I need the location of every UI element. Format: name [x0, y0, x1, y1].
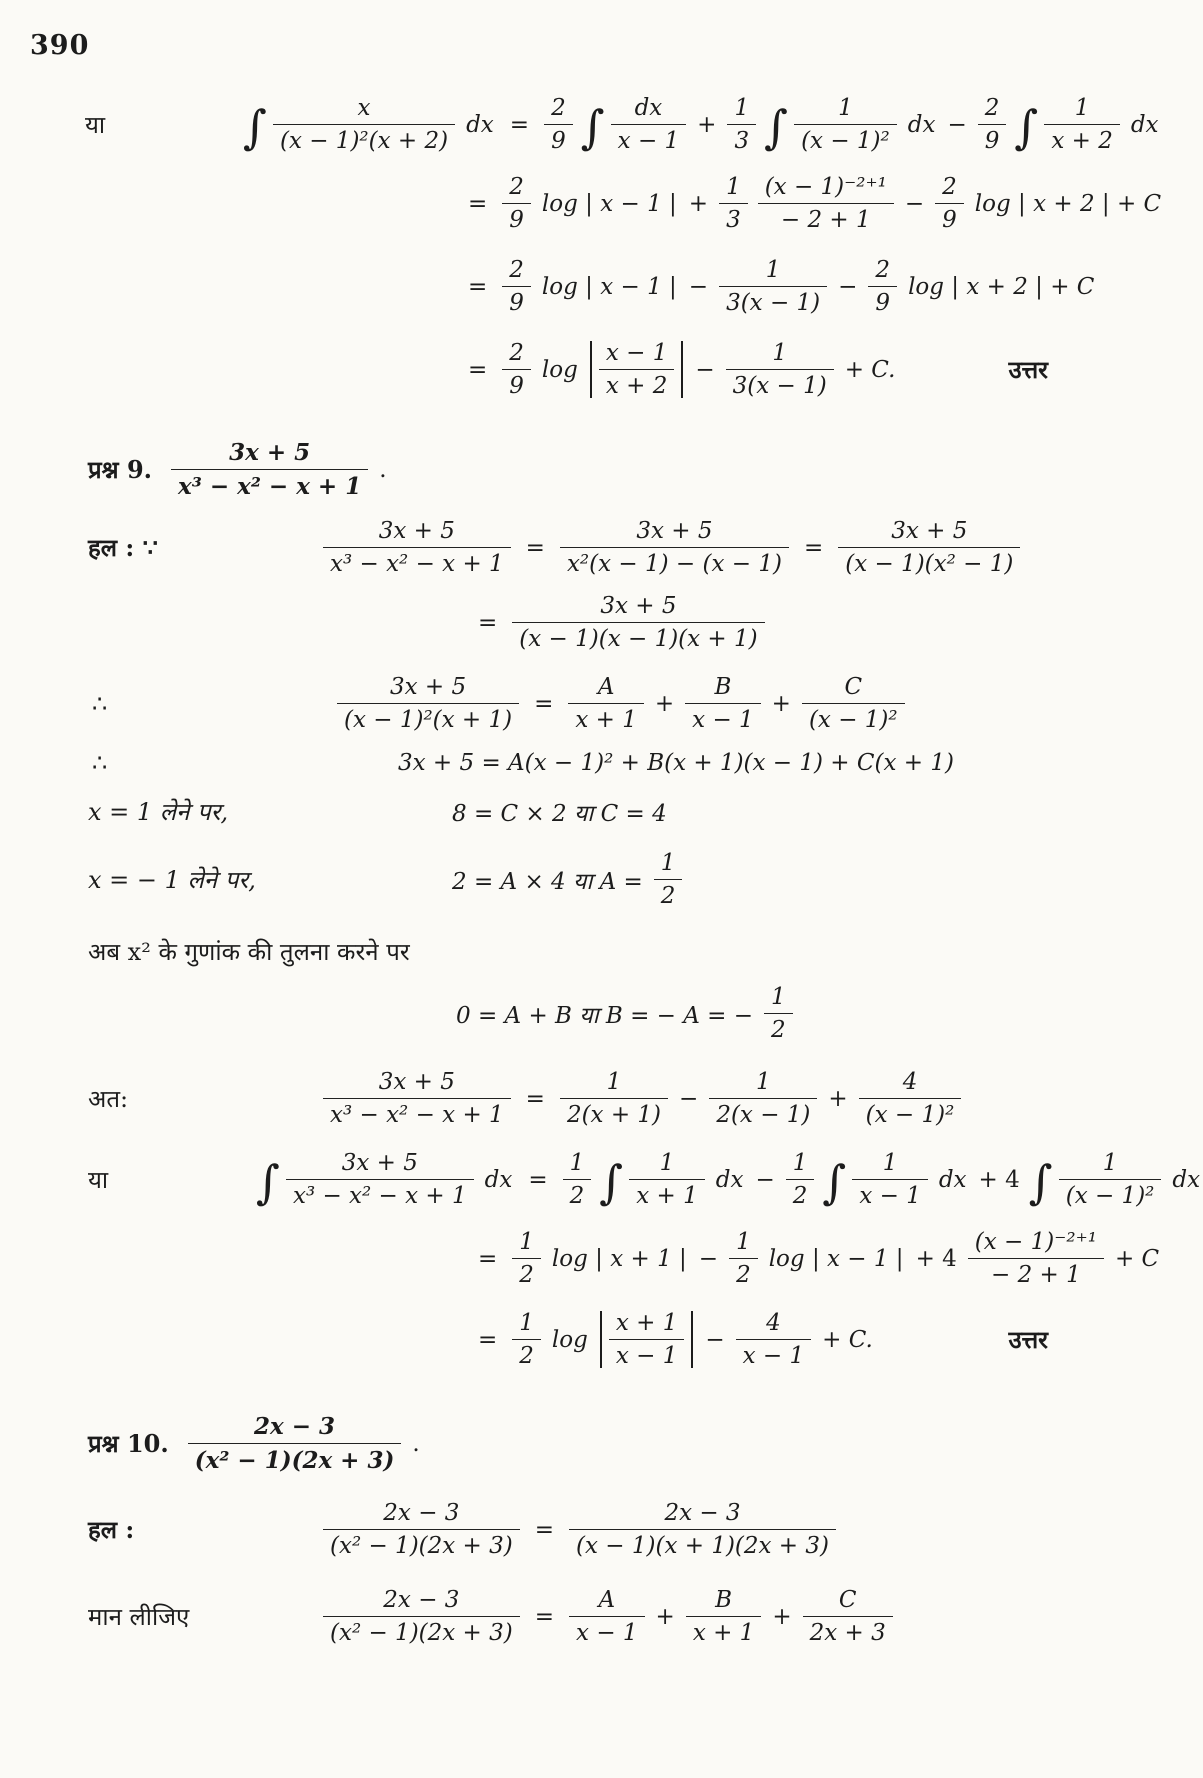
denominator: 3(x − 1) — [726, 290, 821, 316]
denominator: 9 — [551, 128, 566, 154]
denominator: x − 1 — [859, 1183, 921, 1209]
page-number: 390 — [30, 30, 90, 61]
numerator: 1 — [512, 1310, 541, 1340]
denominator: 2(x − 1) — [716, 1102, 811, 1128]
equals-sign: = — [534, 1516, 555, 1543]
fraction — [758, 174, 894, 233]
equals-sign: = — [534, 690, 554, 717]
denominator: (x − 1)² — [865, 1102, 955, 1128]
numerator: B — [686, 1587, 762, 1617]
numerator: 2x − 3 — [323, 1500, 520, 1530]
row-label-or: या — [88, 1166, 109, 1194]
fraction — [736, 1310, 812, 1369]
abs-bar — [600, 1311, 602, 1368]
denominator: − 2 + 1 — [990, 1262, 1081, 1288]
fraction — [629, 1150, 705, 1209]
denominator: x − 1 — [742, 1343, 805, 1369]
denominator: x³ − x² − x + 1 — [292, 1183, 467, 1209]
numerator: x − 1 — [599, 340, 675, 370]
denominator: 2 — [792, 1183, 808, 1209]
minus-sign: − — [838, 273, 858, 300]
math-text: dx — [938, 1166, 967, 1193]
numerator: 1 — [1044, 95, 1120, 125]
numerator: 1 — [729, 1229, 758, 1259]
denominator: 2 — [569, 1183, 585, 1209]
fraction — [709, 1069, 817, 1128]
fraction — [323, 1500, 520, 1559]
condition-text: x = − 1 लेने पर, — [88, 866, 256, 894]
numerator: 1 — [764, 984, 793, 1014]
denominator: 2x + 3 — [809, 1620, 886, 1646]
math-text: log — [541, 356, 578, 383]
minus-sign: − — [755, 1166, 775, 1193]
fraction — [502, 257, 531, 316]
minus-sign: − — [679, 1085, 699, 1112]
math-text: 3x + 5 = A(x − 1)² + B(x + 1)(x − 1) + C(x + 1) — [398, 750, 954, 776]
fraction — [868, 257, 897, 316]
numerator: 1 — [719, 257, 827, 287]
denominator: (x − 1)² — [808, 707, 898, 733]
fraction — [323, 1069, 511, 1128]
math-text: . — [379, 456, 387, 483]
denominator: 2 — [519, 1343, 534, 1369]
math-text: 0 = A + B या B = − A = − — [456, 1002, 754, 1029]
denominator: 9 — [509, 373, 524, 399]
denominator: x − 1 — [615, 1343, 678, 1369]
fraction — [803, 1587, 893, 1646]
fraction — [685, 674, 761, 733]
math-text: log | x + 2 | + C — [974, 190, 1162, 217]
abs-bar — [691, 1311, 693, 1368]
fraction — [727, 95, 756, 154]
numerator: 1 — [794, 95, 897, 125]
fraction — [729, 1229, 758, 1288]
denominator: x + 2 — [605, 373, 668, 399]
identity-line — [30, 749, 1173, 777]
denominator: x − 1 — [576, 1620, 638, 1646]
equals-sign: = — [478, 609, 498, 636]
fraction — [802, 674, 905, 733]
math-text: dx — [466, 111, 494, 138]
fraction — [560, 1069, 668, 1128]
equation-line-2 — [30, 174, 1173, 233]
denominator: 9 — [875, 290, 891, 316]
numerator: x + 1 — [609, 1310, 685, 1340]
denominator: − 2 + 1 — [780, 207, 871, 233]
numerator: 1 — [727, 95, 756, 125]
denominator: 2(x + 1) — [566, 1102, 662, 1128]
math-text: log | x − 1 | — [768, 1245, 904, 1272]
numerator: 4 — [736, 1310, 812, 1340]
minus-sign: − — [947, 111, 967, 138]
numerator: 3x + 5 — [512, 593, 764, 623]
fraction — [719, 257, 827, 316]
minus-sign: − — [904, 190, 925, 217]
fraction — [1044, 95, 1120, 154]
fraction — [502, 340, 531, 399]
equals-sign: = — [478, 1326, 498, 1353]
math-text: log | x + 2 | + C — [908, 273, 1095, 300]
denominator: (x − 1)(x − 1)(x + 1) — [519, 626, 758, 652]
math-text: log | x + 1 | — [551, 1245, 687, 1272]
row-label-solution: हल : — [88, 1515, 135, 1544]
denominator: (x − 1)(x + 1)(2x + 3) — [576, 1533, 829, 1559]
answer-label: उत्तर — [1008, 1325, 1048, 1354]
fraction — [502, 174, 531, 233]
denominator: x²(x − 1) − (x − 1) — [566, 551, 782, 577]
numerator: dx — [611, 95, 687, 125]
fraction — [859, 1069, 962, 1128]
equals-sign: = — [478, 1245, 498, 1272]
denominator: (x − 1)²(x + 1) — [344, 707, 513, 733]
denominator: (x² − 1)(2x + 3) — [194, 1447, 395, 1474]
math-text: dx — [1130, 111, 1159, 138]
row-label-suppose: मान लीजिए — [88, 1603, 190, 1631]
condition-text: x = 1 लेने पर, — [88, 798, 229, 826]
statement-text: अब x² के गुणांक की तुलना करने पर — [88, 938, 410, 966]
equals-sign: = — [468, 356, 488, 383]
suppose-line — [30, 1587, 1173, 1646]
fraction — [786, 1150, 815, 1209]
denominator: 9 — [509, 290, 524, 316]
denominator: x + 1 — [692, 1620, 755, 1646]
x-equals-minus-1-line — [30, 850, 1173, 909]
fraction — [852, 1150, 928, 1209]
hence-line — [30, 1069, 1173, 1128]
math-text: 2 = A × 4 या A = — [452, 868, 643, 895]
numerator: A — [569, 1587, 645, 1617]
denominator: 9 — [509, 207, 524, 233]
fraction — [764, 984, 793, 1043]
numerator: 2 — [868, 257, 897, 287]
fraction — [563, 1150, 592, 1209]
plus-sign: + — [771, 690, 791, 717]
numerator: B — [685, 674, 761, 704]
compare-coefficients-line — [30, 935, 1173, 968]
numerator: 1 — [1059, 1150, 1162, 1180]
fraction — [512, 1310, 541, 1369]
numerator: 1 — [726, 340, 834, 370]
numerator: 3x + 5 — [337, 674, 519, 704]
integral-line: या ∫ $\frac{3x + 5}{\text{x³ − x² − x + 1}}$ dx = $\frac{1}{2}$ ∫ $\frac{1}{x + 1}$ dx − $\frac{1}{2}$ ∫ $\frac{1}{x - 1}$ dx + 4 ∫ $\frac{1}{\text{(x − 1)²}}$ dx — [88, 1150, 1201, 1209]
fraction — [686, 1587, 762, 1646]
denominator: (x − 1)² — [801, 128, 890, 154]
fraction — [273, 95, 455, 154]
question-9 — [30, 439, 1173, 500]
numerator: 1 — [563, 1150, 592, 1180]
minus-sign: − — [688, 273, 709, 300]
denominator: x + 2 — [1051, 128, 1113, 154]
fraction — [188, 1413, 402, 1474]
fraction — [568, 674, 644, 733]
denominator: 3(x − 1) — [732, 373, 827, 399]
row-label-or: या — [85, 111, 106, 139]
numerator: 3x + 5 — [171, 439, 368, 470]
math-text: + 4 — [915, 1245, 957, 1272]
minus-sign: − — [705, 1326, 725, 1353]
fraction — [794, 95, 897, 154]
numerator: 2 — [544, 95, 573, 125]
absolute-value-group — [598, 1310, 696, 1369]
numerator: x — [273, 95, 455, 125]
numerator: 1 — [654, 850, 683, 880]
numerator: 2 — [502, 174, 531, 204]
math-text: log | x − 1 | — [541, 190, 677, 217]
math-text: + C. — [844, 356, 896, 383]
numerator: 2 — [935, 174, 964, 204]
plus-sign: + — [772, 1603, 792, 1630]
math-text: dx — [907, 111, 936, 138]
denominator: x³ − x² − x + 1 — [178, 473, 362, 500]
fraction — [512, 593, 764, 652]
math-text: log — [551, 1326, 588, 1353]
fraction — [838, 518, 1020, 577]
denominator: 9 — [942, 207, 957, 233]
numerator: A — [568, 674, 644, 704]
numerator: C — [803, 1587, 893, 1617]
numerator: 1 — [512, 1229, 541, 1259]
numerator: 3x + 5 — [838, 518, 1020, 548]
fraction — [569, 1500, 836, 1559]
fraction — [323, 518, 511, 577]
plus-sign: + — [697, 111, 717, 138]
minus-sign: − — [695, 356, 715, 383]
question-10 — [30, 1413, 1173, 1474]
fraction — [935, 174, 964, 233]
abs-bar — [590, 341, 592, 398]
fraction — [323, 1587, 520, 1646]
numerator: 2x − 3 — [188, 1413, 402, 1444]
row-label-hence: अत: — [88, 1085, 129, 1113]
fraction — [611, 95, 687, 154]
math-text: + C — [1114, 1245, 1160, 1272]
math-text: 8 = C × 2 या C = 4 — [452, 800, 667, 827]
math-text: log | x − 1 | — [541, 273, 677, 300]
fraction — [599, 340, 675, 399]
fraction — [654, 850, 683, 909]
math-text: + C. — [822, 1326, 873, 1353]
answer-label: उत्तर — [1008, 355, 1048, 384]
denominator: 2 — [660, 883, 676, 909]
denominator: (x² − 1)(2x + 3) — [330, 1620, 513, 1646]
numerator: 2 — [978, 95, 1007, 125]
numerator: 3x + 5 — [323, 518, 511, 548]
equals-sign: = — [525, 534, 545, 561]
numerator: 1 — [709, 1069, 817, 1099]
denominator: 3 — [726, 207, 741, 233]
numerator: C — [802, 674, 905, 704]
equals-sign: = — [468, 190, 488, 217]
denominator: 2 — [519, 1262, 534, 1288]
denominator: (x² − 1)(2x + 3) — [330, 1533, 513, 1559]
absolute-value-group — [588, 340, 686, 399]
equation-line-1: या ∫ $\frac{x}{\text{(x − 1)²(x + 2)}}$ dx = $\frac{2}{9}$ ∫ $\frac{dx}{x - 1}$ + $\frac{1}{3}$ ∫ $\frac{1}{\text{(x − 1)²}}$ dx − $\frac{2}{9}$ ∫ $\frac{1}{x + 2}$ dx — [85, 95, 1159, 154]
denominator: 9 — [984, 128, 1000, 154]
denominator: 2 — [736, 1262, 751, 1288]
therefore-sign: ∴ — [92, 749, 108, 777]
numerator: 3x + 5 — [560, 518, 789, 548]
numerator: 1 — [786, 1150, 815, 1180]
equation-line-3 — [30, 257, 1173, 316]
integral-result-line-2 — [30, 1310, 1173, 1369]
numerator: 1 — [560, 1069, 668, 1099]
fraction — [609, 1310, 685, 1369]
partial-fraction-setup — [30, 674, 1173, 733]
denominator: x³ − x² − x + 1 — [330, 1102, 504, 1128]
denominator: x³ − x² − x + 1 — [330, 551, 504, 577]
equals-sign: = — [468, 273, 488, 300]
equals-sign: = — [803, 534, 824, 561]
therefore-sign: ∴ — [92, 689, 108, 718]
fraction — [544, 95, 573, 154]
denominator: x − 1 — [692, 707, 754, 733]
numerator: 4 — [859, 1069, 962, 1099]
equals-sign: = — [525, 1085, 545, 1112]
numerator: 1 — [719, 174, 748, 204]
math-text: dx — [715, 1166, 744, 1193]
equals-sign: = — [534, 1603, 555, 1630]
fraction — [560, 518, 789, 577]
b-value-line — [30, 984, 1173, 1043]
minus-sign: − — [698, 1245, 719, 1272]
denominator: x + 1 — [636, 1183, 698, 1209]
denominator: x + 1 — [575, 707, 637, 733]
fraction — [337, 674, 519, 733]
fraction — [968, 1229, 1104, 1288]
plus-sign: + — [828, 1085, 848, 1112]
solution-9-line-1 — [30, 518, 1173, 577]
math-text: . — [412, 1430, 420, 1457]
numerator: 2x − 3 — [569, 1500, 836, 1530]
fraction — [286, 1150, 474, 1209]
fraction — [171, 439, 368, 500]
numerator: 2 — [502, 340, 531, 370]
numerator: (x − 1)⁻²⁺¹ — [758, 174, 894, 204]
denominator: (x − 1)(x² − 1) — [845, 551, 1014, 577]
plus-sign: + — [688, 190, 709, 217]
denominator: x − 1 — [617, 128, 680, 154]
numerator: (x − 1)⁻²⁺¹ — [968, 1229, 1104, 1259]
fraction — [512, 1229, 541, 1288]
denominator: 2 — [771, 1017, 786, 1043]
equation-line-4 — [30, 340, 1173, 399]
numerator: 2x − 3 — [323, 1587, 520, 1617]
solution-10-line-1 — [30, 1500, 1173, 1559]
question-number: प्रश्न 10. — [88, 1429, 169, 1458]
fraction — [978, 95, 1007, 154]
fraction — [726, 340, 834, 399]
equals-sign: = — [528, 1166, 548, 1193]
denominator: (x − 1)² — [1065, 1183, 1155, 1209]
numerator: 3x + 5 — [286, 1150, 474, 1180]
math-text: + 4 — [978, 1166, 1020, 1193]
plus-sign: + — [654, 690, 675, 717]
integral-result-line-1 — [30, 1229, 1173, 1288]
numerator: 2 — [502, 257, 531, 287]
solution-9-line-2 — [30, 593, 1173, 652]
numerator: 3x + 5 — [323, 1069, 511, 1099]
denominator: 3 — [734, 128, 750, 154]
denominator: (x − 1)²(x + 2) — [279, 128, 449, 154]
fraction — [1059, 1150, 1162, 1209]
x-equals-1-line — [30, 795, 1173, 828]
fraction — [719, 174, 748, 233]
math-text: dx — [1172, 1166, 1201, 1193]
row-label-solution: हल : ∵ — [88, 533, 158, 562]
plus-sign: + — [655, 1603, 675, 1630]
math-text: dx — [484, 1166, 513, 1193]
equals-sign: = — [509, 111, 530, 138]
abs-bar — [681, 341, 683, 398]
fraction — [569, 1587, 645, 1646]
question-number: प्रश्न 9. — [88, 455, 153, 484]
numerator: 1 — [629, 1150, 705, 1180]
numerator: 1 — [852, 1150, 928, 1180]
